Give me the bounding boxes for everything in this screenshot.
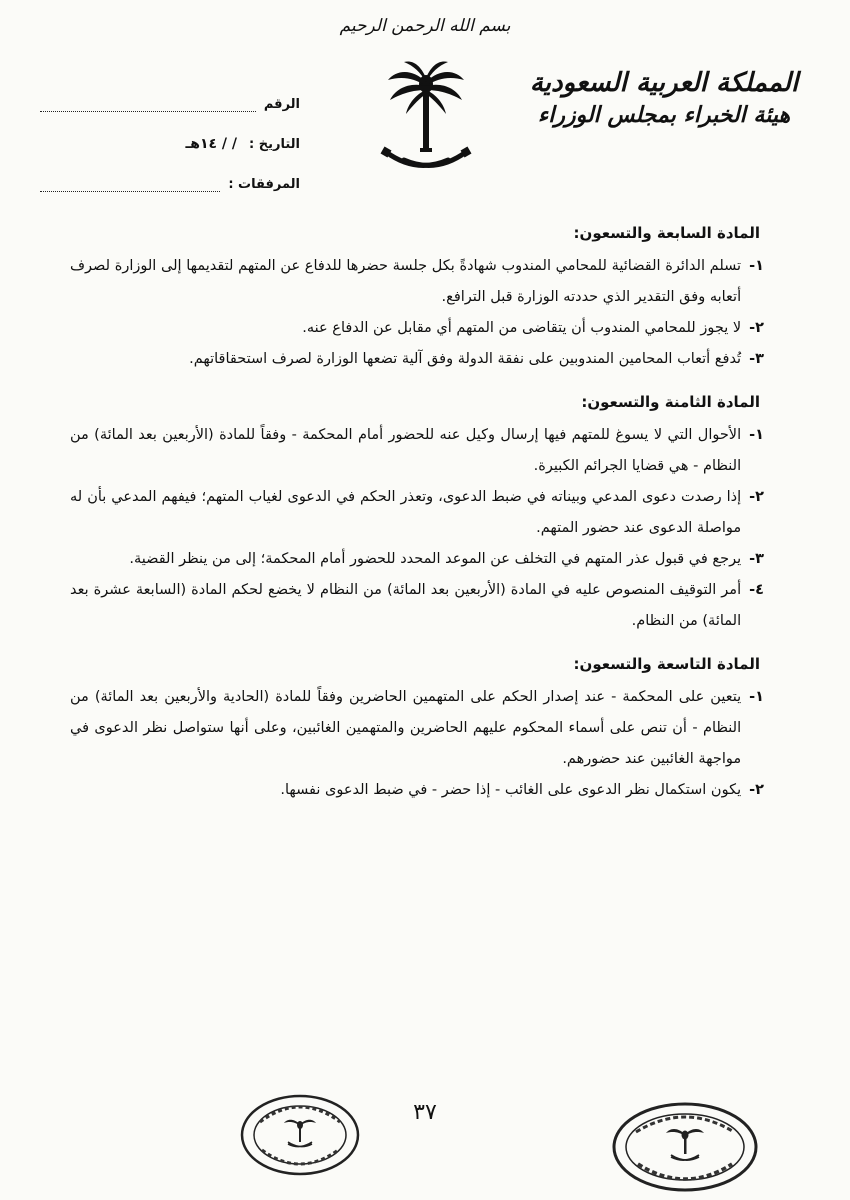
attachments-line (40, 175, 220, 192)
item-number: ١- (749, 427, 764, 443)
page-number: ٣٧ (413, 1100, 437, 1125)
basmala: بسم الله الرحمن الرحيم (339, 16, 511, 36)
date-row (40, 112, 300, 152)
letter-meta (40, 72, 300, 192)
reference-label: الرقم (263, 97, 300, 112)
article-item (70, 420, 764, 482)
article-item (70, 682, 764, 775)
article-heading: المادة التاسعة والتسعون: (573, 655, 760, 673)
reference-line (40, 95, 256, 112)
document-body (70, 218, 764, 806)
country-name: المملكة العربية السعودية (529, 68, 799, 98)
item-text: لا يجوز للمحامي المندوب أن يتقاضى من المتهم أي مقابل عن الدفاع عنه. (302, 320, 742, 336)
item-number: ٢- (749, 782, 764, 798)
agency-seal-icon (610, 1100, 760, 1194)
article-item (70, 482, 764, 544)
item-number: ١- (749, 689, 764, 705)
article-item (70, 313, 764, 344)
article-item (70, 775, 764, 806)
item-text: أمر التوقيف المنصوص عليه في المادة (الأربعين بعد المائة) من النظام لا يخضع لحكم المادة (السابعة عشرة بعد المائة) من النظام. (70, 582, 742, 629)
article-heading: المادة السابعة والتسعون: (573, 224, 760, 242)
agency-name: هيئة الخبراء بمجلس الوزراء (537, 102, 791, 128)
item-text: يكون استكمال نظر الدعوى على الغائب - إذا حضر - في ضبط الدعوى نفسها. (280, 782, 742, 798)
item-text: تُدفع أتعاب المحامين المندوبين على نفقة الدولة وفق آلية تضعها الوزارة لصرف استحقاقاتهم. (189, 351, 742, 367)
item-text: الأحوال التي لا يسوغ للمتهم فيها إرسال وكيل عنه للحضور أمام المحكمة - وفقاً للمادة (الأربعين بعد المائة) من النظام - هي قضايا الجرائم الكبيرة. (70, 427, 742, 474)
item-text: تسلم الدائرة القضائية للمحامي المندوب شهادةً بكل جلسة حضرها للدفاع عن المتهم لتقديمها إلى الوزارة لصرف أتعابه وفق التقدير الذي حددته الوزارة قبل الترافع. (70, 258, 742, 305)
official-seal-icon (238, 1092, 362, 1178)
item-number: ٢- (749, 489, 764, 505)
article-item (70, 251, 764, 313)
item-number: ٣- (749, 551, 764, 567)
date-value: / / ١٤هـ (185, 136, 238, 152)
attachments-label: المرفقات : (228, 177, 300, 192)
article-heading: المادة الثامنة والتسعون: (581, 393, 760, 411)
article-item (70, 575, 764, 637)
item-text: إذا رصدت دعوى المدعي وبيناته في ضبط الدعوى، وتعذر الحكم في الدعوى لغياب المتهم؛ فيفهم المدعي بأن له مواصلة الدعوى عند حضور المتهم. (70, 489, 742, 536)
reference-row (40, 72, 300, 112)
item-text: يرجع في قبول عذر المتهم في التخلف عن الموعد المحدد للحضور أمام المحكمة؛ إلى من ينظر القضية. (129, 551, 742, 567)
item-number: ٣- (749, 351, 764, 367)
date-label: التاريخ : (249, 137, 300, 152)
article-item (70, 344, 764, 375)
item-number: ٢- (749, 320, 764, 336)
item-text: يتعين على المحكمة - عند إصدار الحكم على المتهمين الحاضرين وفقاً للمادة (الحادية والأربعين بعد المائة) من النظام - أن تنص على أسماء المحكوم عليهم الحاضرين والمتهمين الغائبين، وعلى أنها ستواصل نظر الدعوى في مواجهة الغائبين عند حضورهم. (70, 689, 742, 767)
item-number: ١- (749, 258, 764, 274)
saudi-emblem-icon (376, 56, 476, 186)
organization-name (514, 66, 814, 130)
attachments-row (40, 152, 300, 192)
article-item (70, 544, 764, 575)
item-number: ٤- (749, 582, 764, 598)
